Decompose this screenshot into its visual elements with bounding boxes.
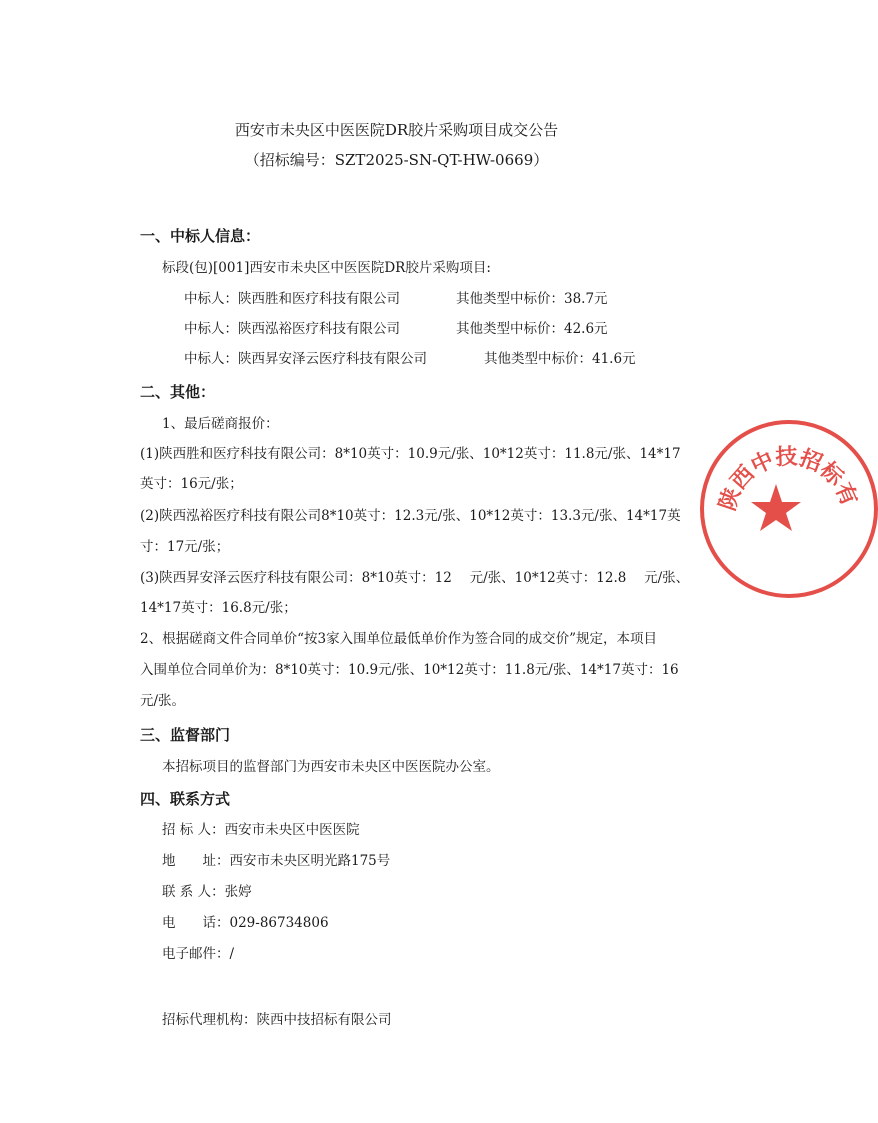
winner-3-name: 中标人：陕西昇安泽云医疗科技有限公司 — [184, 351, 427, 367]
section-contact-heading: 四、联系方式 — [140, 790, 231, 808]
contact-address: 地 址：西安市未央区明光路175号 — [162, 853, 391, 869]
contact-agency: 招标代理机构：陕西中技招标有限公司 — [162, 1012, 392, 1028]
quote-2-line-2: 寸：17元/张； — [140, 539, 230, 555]
section-other-heading: 二、其他： — [140, 383, 216, 401]
winner-2-price: 其他类型中标价：42.6元 — [456, 321, 608, 337]
section-supervision-heading: 三、监督部门 — [140, 726, 231, 744]
winner-3-price: 其他类型中标价：41.6元 — [484, 351, 636, 367]
seal-star-icon — [751, 484, 801, 531]
item-2-line-3: 元/张。 — [140, 693, 186, 709]
contact-person: 联 系 人：张婷 — [162, 884, 252, 900]
quote-1-line-2: 英寸：16元/张； — [140, 476, 243, 492]
seal-text: 陕西中技招标有 — [715, 444, 862, 514]
item-1: 1、最后磋商报价： — [162, 416, 279, 432]
lot-line: 标段(包)[001]西安市未央区中医医院DR胶片采购项目: — [162, 260, 491, 276]
company-seal — [700, 420, 878, 598]
winner-1-price: 其他类型中标价：38.7元 — [456, 291, 608, 307]
winner-1-name: 中标人：陕西胜和医疗科技有限公司 — [184, 291, 400, 307]
contact-email: 电子邮件：/ — [162, 946, 235, 962]
section-winner-heading: 一、中标人信息： — [140, 227, 261, 245]
quote-1-line-1: (1)陕西胜和医疗科技有限公司：8*10英寸：10.9元/张、10*12英寸：11.8元/张、14*17 — [140, 446, 681, 462]
tender-code: （招标编号：SZT2025-SN-QT-HW-0669） — [244, 151, 549, 169]
contact-phone: 电 话：029-86734806 — [162, 915, 329, 931]
item-2-line-1: 2、根据磋商文件合同单价“按3家入围单位最低单价作为签合同的成交价”规定，本项目 — [140, 631, 657, 647]
document-title: 西安市未央区中医医院DR胶片采购项目成交公告 — [234, 121, 559, 139]
quote-2-line-1: (2)陕西泓裕医疗科技有限公司8*10英寸：12.3元/张、10*12英寸：13.3元/张、14*17英 — [140, 508, 681, 524]
item-2-line-2: 入围单位合同单价为：8*10英寸：10.9元/张、10*12英寸：11.8元/张、14*17英寸：16 — [140, 662, 679, 678]
contact-tenderer: 招 标 人：西安市未央区中医医院 — [162, 822, 360, 838]
winner-2-name: 中标人：陕西泓裕医疗科技有限公司 — [184, 321, 400, 337]
quote-3-line-1: (3)陕西昇安泽云医疗科技有限公司：8*10英寸：12 元/张、10*12英寸：12.8 元/张、 — [140, 570, 690, 586]
supervision-text: 本招标项目的监督部门为西安市未央区中医医院办公室。 — [162, 759, 500, 775]
quote-3-line-2: 14*17英寸：16.8元/张； — [140, 600, 297, 616]
